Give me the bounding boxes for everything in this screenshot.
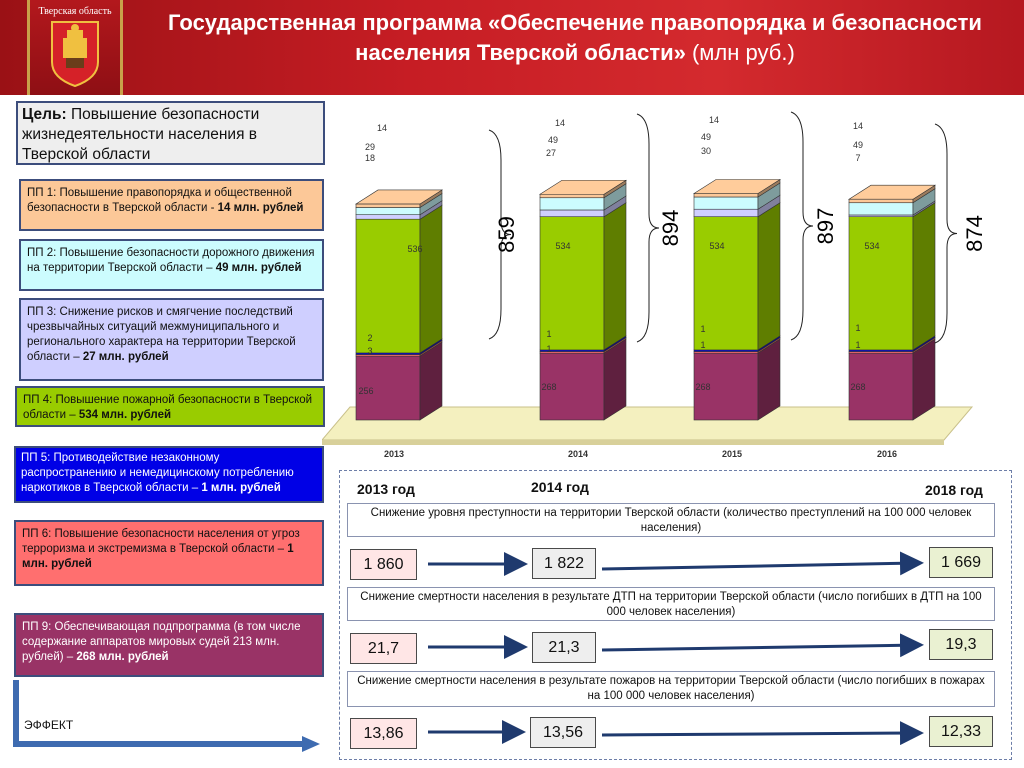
- total-label-2013: 859: [494, 216, 519, 253]
- data-label-2014-2: 1: [546, 329, 552, 339]
- crime-value-2014: 1 822: [532, 548, 596, 579]
- indicator-title-crime: Снижение уровня преступности на территории Тверской области (количество преступлений на 100 000 человек населения): [347, 503, 995, 537]
- data-label-2016-0: 268: [850, 382, 866, 392]
- subprogram-text: ПП 6: Повышение безопасности населения от угроз терроризма и экстремизма в Тверской области –: [22, 528, 300, 555]
- page-title-unit: (млн руб.): [691, 40, 795, 65]
- subprogram-amount: 534 млн. рублей: [78, 409, 172, 421]
- arrow-road-2: [602, 645, 918, 650]
- goal-text: Повышение безопасности жизнедеятельности населения в Тверской области: [22, 106, 260, 163]
- road-deaths-value-2014: 21,3: [532, 632, 596, 663]
- data-label-2016-3: 534: [864, 241, 880, 251]
- data-label-2014-4: 27: [545, 148, 557, 158]
- subprogram-amount: 27 млн. рублей: [82, 351, 169, 363]
- data-label-2016-4: 7: [855, 153, 861, 163]
- data-label-2015-0: 268: [695, 382, 711, 392]
- data-label-2015-3: 534: [709, 241, 725, 251]
- crime-value-2013: 1 860: [350, 549, 417, 580]
- data-label-2016-2: 1: [855, 323, 861, 333]
- data-label-2013-6: 14: [376, 123, 388, 133]
- year-label-2018: 2018 год: [925, 482, 983, 498]
- goal-label: Цель:: [22, 106, 67, 123]
- data-label-2013-0: 256: [358, 386, 374, 396]
- subprogram-text: ПП 1: Повышение правопорядка и общественной безопасности в Тверской области -: [27, 187, 292, 214]
- data-label-2016-1: 1: [855, 340, 861, 350]
- category-label-2016: 2016: [876, 449, 898, 459]
- crime-value-2018: 1 669: [929, 547, 993, 578]
- data-label-2015-5: 49: [700, 132, 712, 142]
- subprogram-text: ПП 4: Повышение пожарной безопасности в Тверской области –: [23, 394, 313, 421]
- data-label-2014-5: 49: [547, 135, 559, 145]
- category-label-2015: 2015: [721, 449, 743, 459]
- data-label-2013-5: 29: [364, 142, 376, 152]
- data-label-2015-2: 1: [700, 324, 706, 334]
- emblem-caption: Тверская область: [38, 6, 112, 17]
- data-label-2015-6: 14: [708, 115, 720, 125]
- subprogram-amount: 14 млн. рублей: [217, 202, 304, 214]
- data-label-2015-4: 30: [700, 146, 712, 156]
- category-label-2013: 2013: [383, 449, 405, 459]
- data-label-2015-1: 1: [700, 340, 706, 350]
- subprogram-text: ПП 2: Повышение безопасности дорожного движения на территории Тверской области –: [27, 247, 315, 274]
- road-deaths-value-2018: 19,3: [929, 629, 993, 660]
- total-label-2015: 897: [813, 207, 838, 245]
- fire-deaths-value-2013: 13,86: [350, 718, 417, 749]
- data-label-2016-5: 49: [852, 140, 864, 150]
- data-label-2014-3: 534: [555, 241, 571, 251]
- category-label-2014: 2014: [567, 449, 589, 459]
- subprogram-text: ПП 9: Обеспечивающая подпрограмма (в том числе содержание аппаратов мировых судей 213 млн. рублей) –: [22, 621, 301, 663]
- data-label-2014-1: 1: [546, 344, 552, 354]
- year-label-2013: 2013 год: [357, 481, 415, 497]
- arrow-crime-2: [602, 563, 918, 569]
- data-label-2014-0: 268: [541, 382, 557, 392]
- indicator-title-fire-deaths: Снижение смертности населения в результате пожаров на территории Тверской области (число погибших в пожарах на 100 000 человек населения): [347, 671, 995, 707]
- data-label-2013-2: 2: [367, 333, 373, 343]
- total-label-2014: 894: [658, 209, 683, 247]
- data-label-2013-4: 18: [364, 153, 376, 163]
- effect-label: ЭФФЕКТ: [24, 718, 74, 732]
- year-label-2014: 2014 год: [531, 479, 589, 495]
- data-label-2013-1: 3: [367, 346, 373, 356]
- data-label-2014-6: 14: [554, 118, 566, 128]
- subprogram-amount: 49 млн. рублей: [215, 262, 302, 274]
- road-deaths-value-2013: 21,7: [350, 633, 417, 664]
- subprogram-amount: 1 млн. рублей: [201, 482, 281, 494]
- arrow-fire-2: [602, 733, 918, 735]
- data-label-2013-3: 536: [407, 244, 423, 254]
- subprogram-amount: 268 млн. рублей: [76, 651, 169, 663]
- total-label-2016: 874: [962, 215, 987, 252]
- data-label-2016-6: 14: [852, 121, 864, 131]
- subprogram-text: ПП 3: Снижение рисков и смягчение последствий чрезвычайных ситуаций межмуниципального и регионального характера на территории Тверской области –: [27, 306, 296, 363]
- indicator-title-road-deaths: Снижение смертности населения в результате ДТП на территории Тверской области (число погибших в ДТП на 100 000 человек населения): [347, 587, 995, 621]
- fire-deaths-value-2014: 13,56: [530, 717, 596, 748]
- page-title-main: Государственная программа «Обеспечение правопорядка и безопасности населения Тверской области»: [168, 10, 982, 65]
- fire-deaths-value-2018: 12,33: [929, 716, 993, 747]
- subprogram-amount: 1 млн. рублей: [22, 543, 294, 570]
- subprogram-text: ПП 5: Противодействие незаконному распространению и немедицинскому потреблению наркотиков в Тверской области –: [21, 452, 294, 494]
